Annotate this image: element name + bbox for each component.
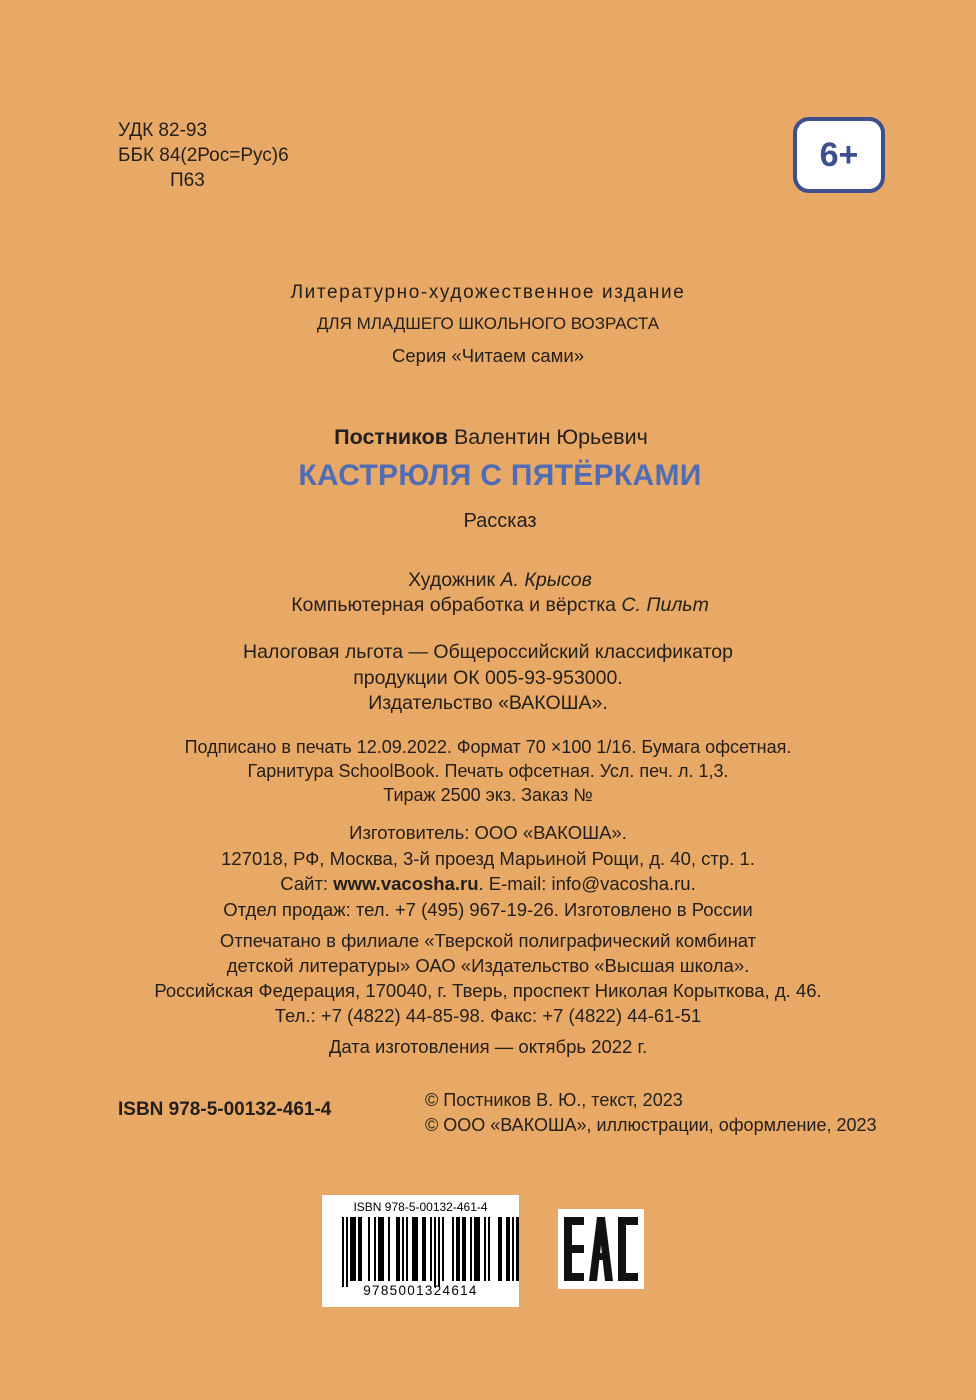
barcode-digits: 9785001324614 <box>363 1283 478 1298</box>
barcode-bar <box>500 1217 502 1281</box>
copyright <box>425 1088 877 1138</box>
isbn-barcode <box>322 1195 519 1307</box>
barcode-bar <box>352 1217 354 1281</box>
barcode-bar <box>346 1217 348 1287</box>
artist-credit: Художник А. Крысов <box>408 569 592 591</box>
author-surname: Постников <box>334 425 448 449</box>
barcode-bar <box>516 1217 518 1281</box>
barcode-bar <box>476 1217 478 1281</box>
barcode-bar <box>474 1217 476 1281</box>
barcode-bar <box>462 1217 464 1281</box>
age-rating-badge: 6+ <box>793 117 885 193</box>
barcode-bar <box>518 1217 519 1281</box>
author-line <box>3 425 976 450</box>
barcode-bar <box>470 1217 472 1281</box>
barcode-bar <box>402 1217 404 1281</box>
copyright-line: © ООО «ВАКОША», иллюстрации, оформление, 2023 <box>425 1115 877 1135</box>
barcode-bar <box>430 1217 432 1281</box>
barcode-bar <box>458 1217 460 1281</box>
printer-line: детской литературы» ОАО «Издательство «Высшая школа». <box>226 955 750 976</box>
barcode-bar <box>498 1217 500 1281</box>
layout-credit: Компьютерная обработка и вёрстка С. Пильт <box>291 594 709 616</box>
tax-line: Налоговая льгота — Общероссийский классификатор <box>243 641 733 663</box>
manufacturer-address: 127018, РФ, Москва, 3-й проезд Марьиной Рощи, д. 40, стр. 1. <box>221 847 755 869</box>
barcode-bar <box>478 1217 480 1281</box>
printer-line: Российская Федерация, 170040, г. Тверь, проспект Николая Корыткова, д. 46. <box>154 980 822 1001</box>
tax-line: продукции ОК 005-93-953000. <box>353 666 623 689</box>
barcode-bar <box>488 1217 490 1281</box>
manufacturer-line: Изготовитель: ООО «ВАКОША». <box>349 822 627 843</box>
barcode-bar <box>388 1217 390 1281</box>
barcode-bar <box>396 1217 398 1281</box>
barcode-bar <box>368 1217 370 1281</box>
bbk-code: ББК 84(2Рос=Рус)6 <box>118 145 289 166</box>
sales-department: Отдел продаж: тел. +7 (495) 967-19-26. Изготовлено в России <box>223 898 753 920</box>
barcode-bar <box>342 1217 344 1287</box>
printer-line: Отпечатано в филиале «Тверской полиграфический комбинат <box>219 930 757 951</box>
barcode-bar <box>438 1217 440 1287</box>
edition-audience: ДЛЯ МЛАДШЕГО ШКОЛЬНОГО ВОЗРАСТА <box>316 314 660 333</box>
barcode-bar <box>422 1217 424 1281</box>
print-info <box>0 735 976 807</box>
barcode-bar <box>456 1217 458 1281</box>
print-line: Гарнитура SchoolBook. Печать офсетная. Усл. печ. л. 1,3. <box>247 761 729 781</box>
print-line: Тираж 2500 экз. Заказ № <box>383 785 593 805</box>
barcode-bar <box>406 1217 408 1281</box>
barcode-bar <box>380 1217 382 1281</box>
author-names: Валентин Юрьевич <box>453 425 648 449</box>
manufacturer-contacts: Сайт: www.vacosha.ru. E-mail: info@vacosha.ru. <box>280 873 696 894</box>
layout-name: С. Пильт <box>621 594 709 616</box>
barcode-bar <box>378 1217 380 1281</box>
printer-line: Тел.: +7 (4822) 44-85-98. Факс: +7 (4822) 44-61-51 <box>274 1005 702 1026</box>
barcode-bar <box>360 1217 362 1281</box>
isbn: ISBN 978-5-00132-461-4 <box>118 1099 332 1120</box>
copyright-line: © Постников В. Ю., текст, 2023 <box>425 1090 683 1110</box>
eac-mark <box>558 1209 644 1289</box>
barcode-bar <box>398 1217 400 1281</box>
classification-codes <box>118 118 289 193</box>
barcode-bar <box>358 1217 360 1281</box>
artist-name: А. Крысов <box>500 569 592 591</box>
tax-line: Издательство «ВАКОША». <box>368 692 608 714</box>
barcode-bar <box>424 1217 426 1281</box>
edition-genre: Литературно-художественное издание <box>290 282 686 303</box>
book-title: КАСТРЮЛЯ С ПЯТЁРКАМИ <box>298 459 702 492</box>
manufacturer-info <box>0 820 976 922</box>
barcode-bar <box>350 1217 352 1281</box>
barcode-bar <box>354 1217 356 1281</box>
barcode-bar <box>416 1217 418 1281</box>
email: . E-mail: info@vacosha.ru. <box>478 873 696 894</box>
barcode-bar <box>374 1217 376 1281</box>
book-kind: Рассказ <box>463 510 537 532</box>
barcode-isbn-label: ISBN 978-5-00132-461-4 <box>353 1200 488 1214</box>
tax-info <box>0 640 976 717</box>
barcode-bar <box>506 1217 508 1281</box>
site-link[interactable]: www.vacosha.ru <box>333 873 479 894</box>
barcode-bar <box>442 1217 444 1281</box>
barcode-bar <box>452 1217 454 1281</box>
author-mark-code: П63 <box>170 170 205 191</box>
barcode-bar <box>434 1217 436 1287</box>
printer-info <box>0 928 976 1028</box>
eac-icon <box>558 1209 644 1289</box>
barcode-bar <box>512 1217 514 1281</box>
udk-code: УДК 82-93 <box>118 120 208 141</box>
credits <box>12 568 976 618</box>
manufacture-date: Дата изготовления — октябрь 2022 г. <box>328 1036 648 1057</box>
barcode-bar <box>464 1217 466 1281</box>
barcode-bar <box>484 1217 486 1281</box>
barcode-bar <box>382 1217 384 1281</box>
print-line: Подписано в печать 12.09.2022. Формат 70 ×100 1/16. Бумага офсетная. <box>184 737 792 757</box>
edition-series: Серия «Читаем сами» <box>392 345 584 366</box>
barcode-bar <box>412 1217 414 1281</box>
barcode-bar <box>508 1217 510 1281</box>
barcode-bar <box>414 1217 416 1281</box>
